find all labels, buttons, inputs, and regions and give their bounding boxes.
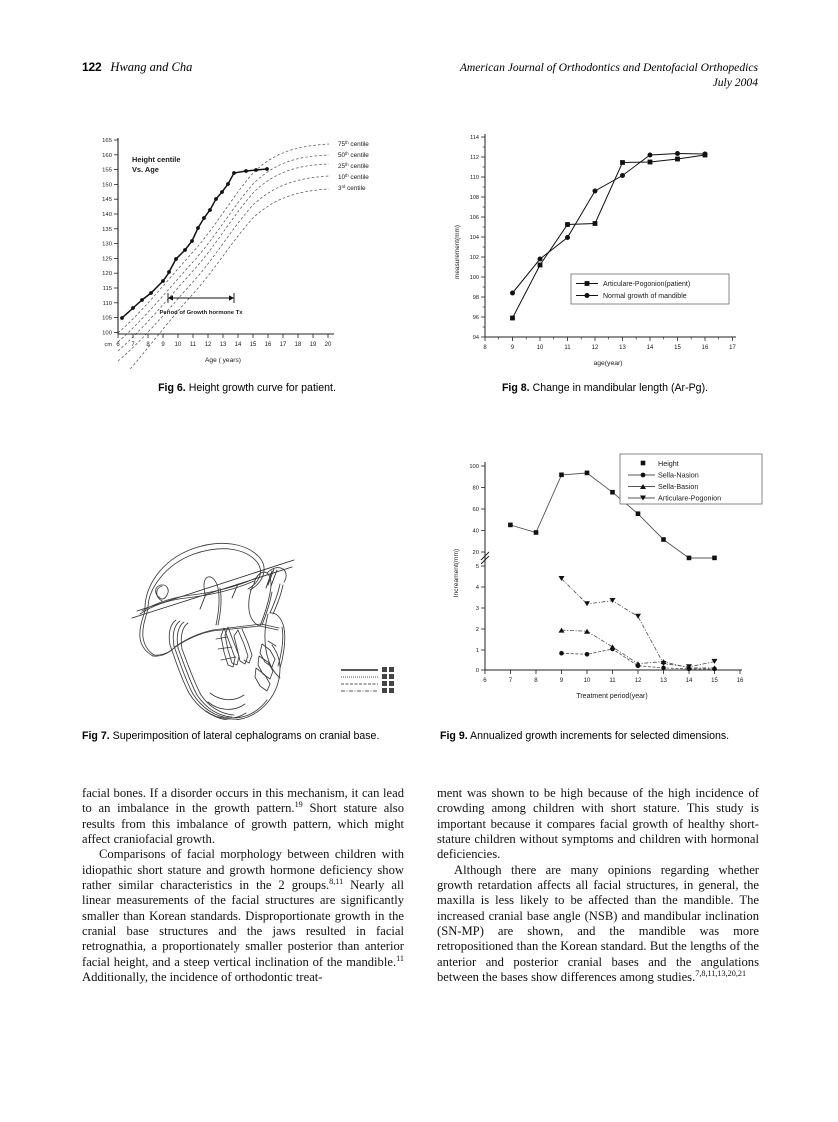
svg-text:13: 13 bbox=[219, 342, 227, 348]
fig6-y-ticks bbox=[102, 138, 118, 336]
figure-7-label: Fig 7. bbox=[82, 730, 110, 742]
figure-7 bbox=[82, 448, 412, 743]
svg-text:11: 11 bbox=[189, 342, 197, 348]
svg-text:96: 96 bbox=[472, 315, 479, 321]
svg-text:17: 17 bbox=[729, 345, 736, 351]
svg-text:2: 2 bbox=[475, 627, 479, 633]
figure-9-caption-text: Annualized growth increments for selected dimensions. bbox=[470, 730, 730, 742]
body-left-column bbox=[82, 786, 404, 985]
svg-text:100: 100 bbox=[102, 330, 112, 337]
figure-6 bbox=[82, 122, 412, 395]
svg-text:15: 15 bbox=[711, 677, 718, 684]
svg-text:3: 3 bbox=[475, 606, 479, 612]
fig9-x-ticks bbox=[483, 670, 744, 684]
svg-text:100: 100 bbox=[469, 275, 479, 281]
svg-text:13: 13 bbox=[660, 677, 667, 684]
svg-text:94: 94 bbox=[472, 335, 479, 341]
svg-text:18: 18 bbox=[294, 342, 302, 348]
svg-text:12: 12 bbox=[204, 342, 212, 348]
fig8-legend bbox=[571, 274, 729, 304]
figure-9-label: Fig 9. bbox=[440, 730, 468, 742]
svg-text:10: 10 bbox=[174, 342, 182, 348]
fig6-x-ticks bbox=[116, 334, 332, 348]
svg-text:14: 14 bbox=[685, 677, 693, 684]
svg-text:114: 114 bbox=[470, 135, 479, 141]
figure-6-caption bbox=[82, 382, 412, 395]
body-right-column bbox=[437, 786, 759, 985]
fig8-x-axis-label: age(year) bbox=[593, 360, 623, 367]
svg-text:9: 9 bbox=[559, 677, 564, 684]
svg-text:102: 102 bbox=[469, 255, 479, 261]
fig7-maxillary-teeth bbox=[216, 627, 252, 667]
svg-text:12: 12 bbox=[591, 345, 599, 351]
svg-text:19: 19 bbox=[309, 342, 317, 348]
svg-text:6: 6 bbox=[483, 677, 487, 684]
svg-text:105: 105 bbox=[102, 315, 112, 322]
figure-8-label: Fig 8. bbox=[501, 382, 530, 394]
svg-text:Height centile: Height centile bbox=[132, 155, 181, 164]
svg-text:10: 10 bbox=[583, 677, 591, 684]
svg-text:145: 145 bbox=[102, 197, 112, 204]
svg-text:11: 11 bbox=[609, 677, 616, 684]
svg-text:Height: Height bbox=[658, 459, 679, 468]
page-number: 122 bbox=[82, 60, 102, 74]
issue-date: July 2004 bbox=[712, 76, 758, 89]
fig6-treatment-annotation bbox=[168, 293, 234, 303]
svg-text:110: 110 bbox=[102, 300, 112, 307]
svg-text:135: 135 bbox=[102, 226, 112, 233]
svg-text:Normal growth of mandible: Normal growth of mandible bbox=[603, 293, 687, 300]
fig8-series-normal bbox=[513, 154, 706, 294]
svg-text:125: 125 bbox=[102, 256, 112, 263]
running-head-authors: Hwang and Cha bbox=[110, 60, 193, 74]
svg-text:1: 1 bbox=[475, 648, 479, 654]
svg-text:7: 7 bbox=[131, 342, 135, 348]
fig6-title bbox=[132, 155, 180, 174]
running-head-right bbox=[460, 60, 758, 90]
figure-8 bbox=[440, 122, 770, 395]
svg-text:20: 20 bbox=[472, 550, 479, 556]
svg-text:15: 15 bbox=[249, 342, 257, 348]
fig9-y-ticks-upper bbox=[469, 464, 485, 556]
svg-text:108: 108 bbox=[469, 195, 479, 201]
svg-text:25th centile: 25th centile bbox=[338, 162, 369, 170]
svg-text:100: 100 bbox=[469, 464, 479, 470]
svg-text:75th centile: 75th centile bbox=[338, 140, 369, 148]
svg-text:60: 60 bbox=[472, 507, 479, 513]
svg-text:14: 14 bbox=[646, 345, 654, 351]
figure-8-caption-text: Change in mandibular length (Ar-Pg). bbox=[532, 382, 709, 394]
fig6-chart bbox=[82, 122, 412, 370]
svg-text:14: 14 bbox=[234, 342, 242, 348]
fig9-series-articulare-pogonion-markers bbox=[559, 576, 718, 669]
svg-text:Sella-Basion: Sella-Basion bbox=[658, 482, 699, 492]
fig6-patient-curve bbox=[122, 169, 267, 318]
fig7-symphysis bbox=[206, 693, 246, 718]
svg-text:8: 8 bbox=[146, 342, 150, 348]
svg-text:9: 9 bbox=[510, 345, 515, 351]
fig6-x-axis-label: Age ( years) bbox=[205, 357, 241, 364]
svg-text:112: 112 bbox=[470, 155, 479, 161]
svg-text:155: 155 bbox=[102, 167, 112, 174]
figure-7-caption bbox=[82, 730, 404, 743]
figure-7-caption-text: Superimposition of lateral cephalograms on cranial base. bbox=[112, 730, 380, 742]
svg-text:40: 40 bbox=[472, 528, 479, 535]
fig7-cephalometric-tracing bbox=[82, 448, 412, 720]
fig6-y-axis-unit: cm bbox=[104, 342, 112, 348]
svg-text:16: 16 bbox=[736, 677, 744, 684]
svg-text:8: 8 bbox=[534, 677, 538, 684]
svg-text:160: 160 bbox=[102, 152, 112, 159]
running-head-left bbox=[82, 60, 192, 75]
svg-text:9: 9 bbox=[161, 342, 165, 348]
svg-text:8: 8 bbox=[483, 345, 487, 351]
fig6-patient-markers bbox=[120, 167, 269, 320]
figure-9-image bbox=[440, 448, 770, 720]
svg-text:140: 140 bbox=[102, 212, 112, 218]
svg-text:16: 16 bbox=[701, 345, 709, 351]
svg-text:10: 10 bbox=[536, 345, 544, 351]
svg-text:13: 13 bbox=[619, 345, 626, 351]
fig9-chart bbox=[440, 448, 770, 720]
svg-text:165: 165 bbox=[102, 138, 112, 144]
svg-text:6: 6 bbox=[116, 342, 120, 348]
fig9-series-sella-nasion-markers bbox=[559, 647, 717, 672]
figure-9-caption bbox=[440, 730, 762, 743]
figure-6-caption-text: Height growth curve for patient. bbox=[188, 382, 336, 394]
svg-text:50th centile: 50th centile bbox=[338, 151, 369, 159]
fig9-y-ticks-lower bbox=[476, 564, 485, 674]
svg-text:20: 20 bbox=[324, 342, 332, 348]
svg-text:98: 98 bbox=[472, 295, 479, 301]
fig9-y-axis-label: Increament(mm) bbox=[453, 548, 460, 598]
svg-text:110: 110 bbox=[470, 175, 479, 181]
figure-8-caption bbox=[440, 382, 770, 395]
svg-text:80: 80 bbox=[472, 485, 479, 492]
svg-text:10th centile: 10th centile bbox=[338, 173, 369, 181]
svg-text:106: 106 bbox=[469, 215, 479, 221]
fig7-sella bbox=[156, 585, 169, 601]
right-paragraph-1: ment was shown to be high because of the high incidence of crowding among children with short stature. This study is important because it compares facial growth of healthy short-stature children without symptoms and children with hormonal deficiencies. bbox=[437, 786, 759, 862]
svg-text:115: 115 bbox=[102, 286, 112, 292]
fig6-centile-curves bbox=[118, 144, 329, 370]
svg-text:16: 16 bbox=[264, 342, 272, 348]
running-head bbox=[82, 60, 758, 96]
svg-text:5: 5 bbox=[475, 564, 479, 570]
journal-title: American Journal of Orthodontics and Dentofacial Orthopedics bbox=[459, 61, 758, 74]
figure-6-image bbox=[82, 122, 412, 370]
figure-9 bbox=[440, 448, 770, 743]
svg-text:Vs. Age: Vs. Age bbox=[132, 165, 159, 174]
figure-7-image bbox=[82, 448, 412, 720]
left-paragraph-1: facial bones. If a disorder occurs in this mechanism, it can lead to an imbalance in the growth pattern.$^{19}$ Short stature also results from this imbalance of growth pattern, which might affect craniofacial growth. bbox=[82, 786, 404, 847]
fig9-series-articulare-pogonion bbox=[562, 579, 715, 667]
fig6-treatment-label: Period of Growth hormone Tx bbox=[159, 310, 243, 316]
svg-text:15: 15 bbox=[674, 345, 681, 351]
svg-text:120: 120 bbox=[102, 271, 112, 278]
svg-text:150: 150 bbox=[102, 182, 112, 189]
svg-text:Articulare-Pogonion(patient): Articulare-Pogonion(patient) bbox=[603, 281, 691, 288]
figure-8-image bbox=[440, 122, 770, 370]
svg-text:7: 7 bbox=[508, 677, 513, 684]
fig6-centile-labels bbox=[338, 140, 369, 192]
figure-6-label: Fig 6. bbox=[158, 382, 186, 394]
fig8-chart bbox=[440, 122, 770, 370]
fig9-legend bbox=[620, 454, 762, 504]
svg-text:3rd centile: 3rd centile bbox=[338, 184, 366, 192]
svg-text:12: 12 bbox=[634, 677, 642, 684]
svg-text:130: 130 bbox=[102, 241, 112, 248]
svg-text:Articulare-Pogonion: Articulare-Pogonion bbox=[658, 493, 722, 503]
svg-text:11: 11 bbox=[564, 345, 571, 351]
svg-text:Sella-Nasion: Sella-Nasion bbox=[658, 470, 699, 480]
svg-text:104: 104 bbox=[469, 235, 479, 241]
fig9-x-axis-label: Treatment period(year) bbox=[576, 693, 648, 700]
fig7-mandibular-teeth bbox=[255, 641, 280, 691]
svg-text:17: 17 bbox=[279, 342, 287, 348]
svg-text:4: 4 bbox=[475, 585, 479, 591]
svg-text:0: 0 bbox=[475, 668, 479, 674]
left-paragraph-2: Comparisons of facial morphology between children with idiopathic short stature and growth hormone deficiency show rather similar characteristics in the 2 groups.$^{8,11}$ Nearly all linear measurements of the facial structures are significantly smaller than Korean standards. Disproportionate growth in the cranial base structures and the jaws resulted in facial retrognathia, a proportionately smaller posterior than anterior facial height, and a steep vertical inclination of the mandible.$^{11}$ Additionally, the incidence of orthodontic treat- bbox=[82, 847, 404, 985]
right-paragraph-2: Although there are many opinions regarding whether growth retardation affects all facial structures, in general, the maxilla is less likely to be affected than the mandible. The increased cranial base angle (NSB) and mandibular inclination (SN-MP) are shown, and the mandible was more retropositioned than the Korean standard. But the lengths of the anterior and posterior cranial bases and the angulations between the bases show differences among studies.$^{7,8,11,13,20,21}$ bbox=[437, 862, 759, 985]
fig8-y-axis-label: measurement(mm) bbox=[454, 225, 461, 279]
fig8-x-ticks bbox=[483, 337, 736, 351]
fig8-y-ticks bbox=[470, 135, 485, 341]
fig7-legend bbox=[341, 667, 394, 693]
